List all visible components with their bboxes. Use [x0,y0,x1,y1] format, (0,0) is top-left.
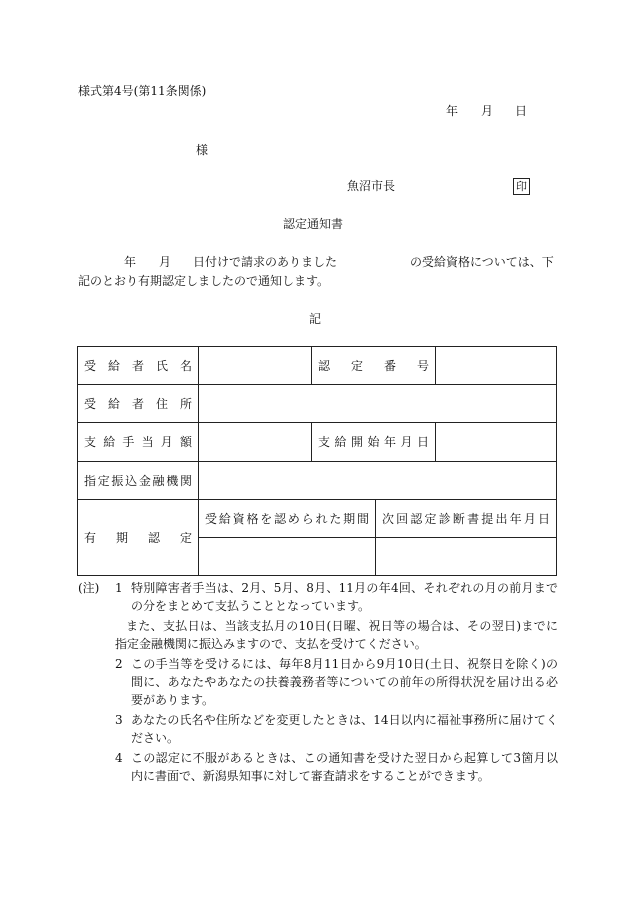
next-cert-date-header: 次回認定診断書提出年月日 [376,500,557,538]
seal-stamp: 印 [513,178,530,195]
note-item-4 [78,749,558,785]
next-cert-date-value [376,538,557,576]
note-item-1 [78,579,558,615]
period-header: 受給資格を認められた期間 [199,500,376,538]
notes-label: (注) [78,581,100,595]
note-number: 3 [115,713,123,727]
date-year-label: 年 [446,104,459,118]
note-text: あなたの氏名や住所などを変更したときは、14日以内に福祉事務所に届けてください。 [131,713,558,745]
fixed-term-label: 有期認定 [78,500,199,576]
date-month-label: 月 [481,104,494,118]
body-line2: 記のとおり有期認定しましたので通知します。 [78,274,330,288]
date-day-label: 日 [515,104,528,118]
recipient-address-label: 受給者住所 [78,385,199,423]
certification-table [77,346,557,576]
document-title: 認定通知書 [283,217,344,231]
bank-label: 指定振込金融機関 [78,462,199,500]
note-text: 特別障害者手当は、2月、5月、8月、11月の年4回、それぞれの月の前月までの分をまとめて支払うこととなっています。 [131,581,558,613]
note-number: 4 [115,751,123,765]
addressee-suffix: 様 [196,143,209,157]
note-text: また、支払日は、当該支払月の10日(日曜、祝日等の場合は、その翌日)までに指定金融機関に振込みますので、支払を受けてください。 [115,619,558,651]
note-text: この手当等を受けるには、毎年8月11日から9月10日(土日、祝祭日を除く)の間に、あなたやあなたの扶養義務者等についての前年の所得状況を届け出る必要があります。 [131,657,558,707]
body-line1-tail: の受給資格については、下 [410,255,554,269]
cert-number-label: 認定番号 [312,347,436,385]
monthly-amount-value [199,423,312,462]
body-year-label: 年 [124,255,137,269]
ki-heading: 記 [309,312,322,326]
body-month-label: 月 [159,255,172,269]
issuer-name: 魚沼市長 [347,179,396,193]
note-number: 1 [115,581,123,595]
recipient-name-label: 受給者氏名 [78,347,199,385]
start-date-label: 支給開始年月日 [312,423,436,462]
recipient-name-value [199,347,312,385]
note-item-3 [78,711,558,747]
period-value [199,538,376,576]
bank-value [199,462,557,500]
note-text: この認定に不服があるときは、この通知書を受けた翌日から起算して3箇月以内に書面で、新潟県知事に対して審査請求をすることができます。 [131,751,558,783]
monthly-amount-label: 支給手当月額 [78,423,199,462]
body-line1-text: 日付けで請求のありました [193,255,338,269]
cert-number-value [436,347,557,385]
note-item-2 [78,655,558,709]
form-number: 様式第4号(第11条関係) [78,84,207,98]
start-date-value [436,423,557,462]
note-item-1b [78,617,558,653]
note-number: 2 [115,657,123,671]
recipient-address-value [199,385,557,423]
